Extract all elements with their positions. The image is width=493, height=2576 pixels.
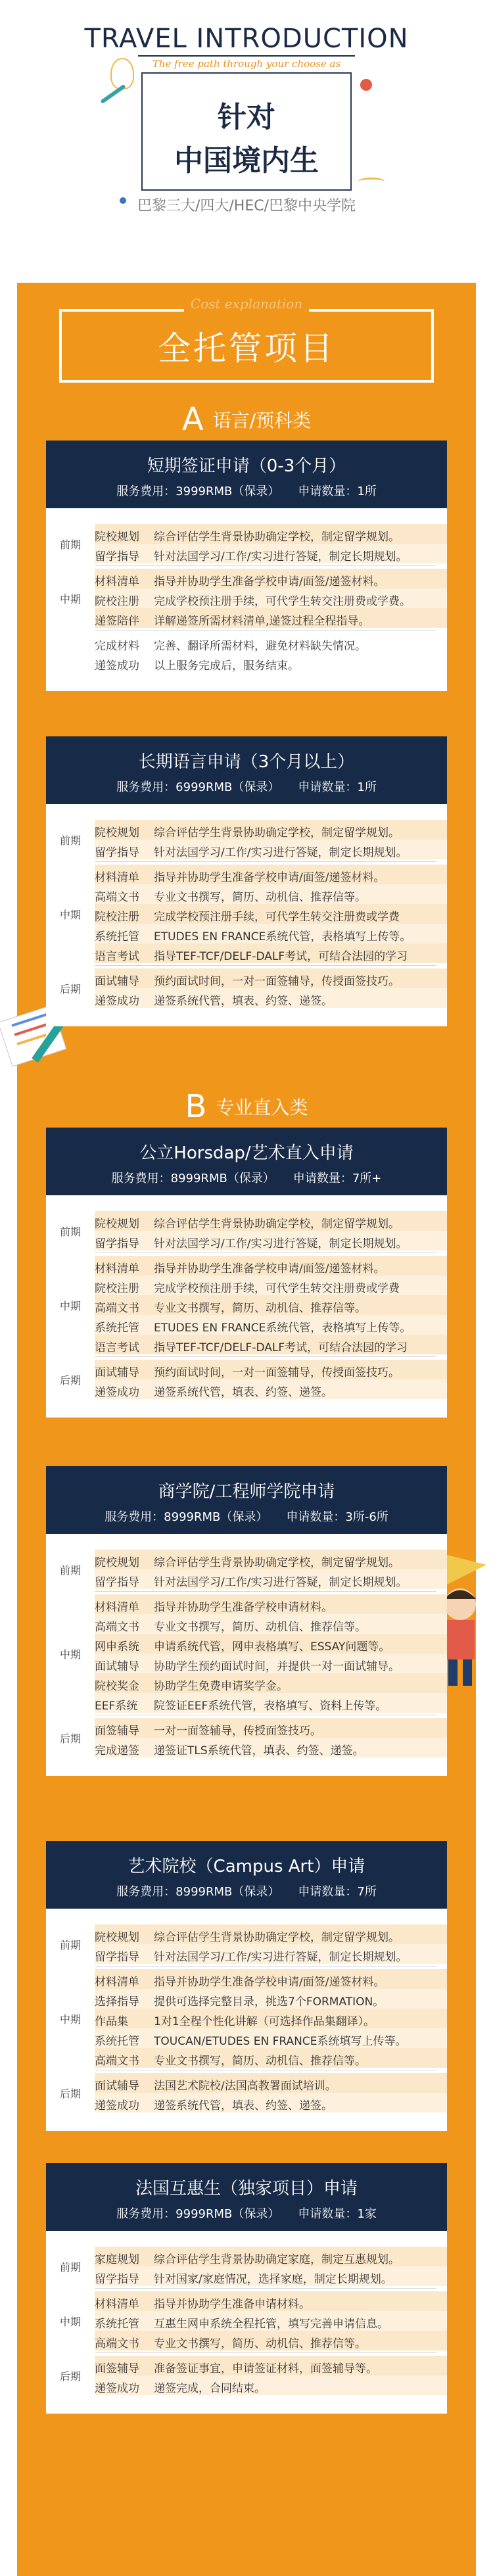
program-card [46, 736, 447, 1026]
stage-label: 后期 [59, 982, 81, 995]
stage-label: 中期 [59, 1299, 81, 1312]
service-row [95, 1654, 447, 1673]
pencil-icon [100, 84, 126, 104]
service-row [95, 569, 447, 588]
service-name: 面试辅导 [95, 2080, 139, 2093]
stage-label: 中期 [59, 1648, 81, 1661]
service-description: 递签完成，合同结束。 [154, 2382, 266, 2395]
service-row [95, 1924, 447, 1944]
service-name: 完成递签 [95, 1744, 139, 1757]
decor-wave-icon [358, 178, 385, 185]
card-title: 商学院/工程师学院申请 [158, 1482, 335, 1502]
service-row [95, 653, 447, 673]
service-name: 院校注册 [95, 595, 139, 608]
service-description: 申请系统代管，网申表格填写、ESSAY问题等。 [154, 1640, 390, 1654]
service-row [95, 943, 447, 963]
service-row [95, 588, 447, 608]
service-description: 法国艺术院校/法国高教署面试培训。 [154, 2080, 337, 2093]
service-description: 指导并协助学生准备学校申请/面签/递签材料。 [154, 1976, 385, 1989]
stage-divider [95, 1252, 436, 1253]
service-description: 专业文书撰写，简历、动机信、推荐信等。 [154, 2055, 366, 2068]
service-description: 综合评估学生背景协助确定学校，制定留学规划。 [154, 826, 400, 840]
service-row [95, 924, 447, 943]
card-meta [46, 773, 447, 804]
service-row [95, 1335, 447, 1354]
service-name: 高端文书 [95, 1621, 139, 1634]
service-fee: 服务费用：8999RMB（保录） [105, 1510, 268, 1524]
service-description: 指导TEF-TCF/DELF-DALF考试，可结合法园的学习 [154, 1341, 408, 1354]
service-name: 材料清单 [95, 1976, 139, 1989]
application-count: 申请数量：1所 [298, 485, 377, 498]
service-name: 递签成功 [95, 2099, 139, 2112]
service-description: 准备签证事宜，申请签证材料，面签辅导等。 [154, 2362, 377, 2375]
service-name: 材料清单 [95, 1262, 139, 1276]
service-description: 指导并协助学生准备学校申请/面签/递签材料。 [154, 575, 385, 588]
service-row [95, 2356, 447, 2375]
program-card [46, 1128, 447, 1418]
service-name: 留学指导 [95, 1951, 139, 1964]
service-description: 互惠生网申系统全程托管，填写完善申请信息。 [154, 2318, 388, 2331]
service-name: 院校规划 [95, 1556, 139, 1569]
service-description: 完善、翻译所需材料，避免材料缺失情况。 [154, 640, 366, 653]
service-row [95, 1614, 447, 1634]
service-row [95, 2266, 447, 2286]
section-title-box [59, 296, 434, 383]
stage-divider [95, 2352, 436, 2353]
service-description: TOUCAN/ETUDES EN FRANCE系统填写上传等。 [154, 2035, 407, 2048]
card-body [46, 508, 447, 691]
stage-label: 后期 [59, 2087, 81, 2100]
service-description: 预约面试时间，一对一面签辅导，传授面签技巧。 [154, 1366, 400, 1379]
category-label: 专业直入类 [216, 1097, 308, 1118]
stage-divider [95, 1591, 436, 1592]
service-row [95, 2311, 447, 2331]
service-row [95, 1634, 447, 1654]
stage-label: 中期 [59, 908, 81, 921]
category-letter: A [181, 401, 204, 438]
service-name: 材料清单 [95, 2298, 139, 2311]
service-name: 面试辅导 [95, 1366, 139, 1379]
service-fee: 服务费用：3999RMB（保录） [116, 485, 280, 498]
service-name: 留学指导 [95, 550, 139, 563]
service-row [95, 1276, 447, 1295]
stage-divider [95, 1356, 436, 1357]
stage-label: 中期 [59, 2315, 81, 2328]
service-name: 院校奖金 [95, 1680, 139, 1693]
page-subtitle: The free path through your choose as [152, 58, 341, 70]
service-name: 材料清单 [95, 871, 139, 884]
page-header [0, 0, 493, 283]
service-name: 系统托管 [95, 2035, 139, 2048]
service-name: 面签辅导 [95, 2362, 139, 2375]
service-description: ETUDES EN FRANCE系统代管，表格填写上传等。 [154, 930, 411, 943]
stage-label: 后期 [59, 1732, 81, 1745]
service-name: 作品集 [95, 2015, 128, 2028]
stage-label: 前期 [59, 1938, 81, 1951]
service-row [95, 904, 447, 924]
service-row [95, 1989, 447, 2009]
service-name: 院校规划 [95, 1931, 139, 1944]
card-title: 短期签证申请（0-3个月） [147, 456, 346, 476]
service-name: 语言考试 [95, 1341, 139, 1354]
service-name: 院校规划 [95, 826, 139, 840]
service-description: 综合评估学生背景协助确定学校，制定留学规划。 [154, 1931, 400, 1944]
stage-label: 前期 [59, 538, 81, 551]
service-description: 综合评估学生背景协助确定家庭，制定互惠规划。 [154, 2253, 400, 2266]
service-name: EEF系统 [95, 1700, 138, 1713]
service-name: 面签辅导 [95, 1725, 139, 1738]
service-description: 指导并协助学生准备学校申请材料。 [154, 1601, 333, 1614]
service-name: 留学指导 [95, 2273, 139, 2286]
decor-dot-icon [360, 79, 372, 91]
card-title: 长期语言申请（3个月以上） [138, 752, 355, 772]
service-name: 递签陪伴 [95, 615, 139, 628]
service-description: 详解递签所需材料清单,递签过程全程指导。 [154, 615, 370, 628]
service-name: 留学指导 [95, 1237, 139, 1251]
program-card [46, 2163, 447, 2414]
service-name: 系统托管 [95, 1322, 139, 1335]
service-description: 完成学校预注册手续，可代学生转交注册费或学费 [154, 1282, 400, 1295]
card-meta [46, 2199, 447, 2231]
service-description: 预约面试时间，一对一面签辅导，传授面签技巧。 [154, 975, 400, 988]
stage-label: 前期 [59, 1563, 81, 1577]
service-name: 高端文书 [95, 891, 139, 904]
stage-divider [95, 630, 436, 631]
service-row [95, 1693, 447, 1713]
service-description: 指导并协助学生准备学校申请/面签/递签材料。 [154, 871, 385, 884]
service-name: 院校注册 [95, 1282, 139, 1295]
service-name: 完成材料 [95, 640, 139, 653]
service-row [95, 608, 447, 628]
stage-divider [95, 2288, 436, 2289]
application-count: 申请数量：3所-6所 [286, 1510, 388, 1524]
stage-label: 后期 [59, 1373, 81, 1387]
service-row [95, 1211, 447, 1231]
card-body [46, 1909, 447, 2131]
service-row [95, 1315, 447, 1335]
program-card [46, 441, 447, 691]
service-description: 针对法国学习/工作/实习进行答疑，制定长期规划。 [154, 846, 408, 859]
service-description: 综合评估学生背景协助确定学校，制定留学规划。 [154, 1218, 400, 1231]
service-row [95, 820, 447, 840]
service-name: 家庭规划 [95, 2253, 139, 2266]
service-description: 协助学生预约面试时间，并提供一对一面试辅导。 [154, 1660, 400, 1673]
service-name: 面试辅导 [95, 975, 139, 988]
service-description: 完成学校预注册手续，可代学生转交注册费或学费 [154, 911, 400, 924]
service-description: 专业文书撰写，简历、动机信、推荐信等。 [154, 2337, 366, 2350]
application-count: 申请数量：7所+ [293, 1172, 382, 1185]
service-row [95, 968, 447, 988]
service-row [95, 1594, 447, 1614]
card-title: 艺术院校（Campus Art）申请 [128, 1857, 365, 1876]
service-description: ETUDES EN FRANCE系统代管，表格填写上传等。 [154, 1322, 411, 1335]
program-card [46, 1841, 447, 2131]
service-description: 提供可选择完整目录，挑选7个FORMATION。 [154, 1995, 385, 2009]
headline-line-2: 中国境内生 [174, 144, 319, 178]
service-description: 一对一面签辅导，传授面签技巧。 [154, 1725, 321, 1738]
service-row [95, 1360, 447, 1379]
application-count: 申请数量：7所 [298, 1885, 377, 1899]
service-description: 院签证EEF系统代管，表格填写、资料上传等。 [154, 1700, 387, 1713]
service-row [95, 2009, 447, 2028]
category-b-heading [0, 1088, 493, 1125]
service-row [95, 2028, 447, 2048]
service-fee: 服务费用：9999RMB（保录） [116, 2207, 280, 2221]
stage-divider [95, 965, 436, 966]
service-row [95, 2048, 447, 2068]
card-header [46, 441, 447, 508]
title-divider [138, 55, 355, 57]
section-cursive: Cost explanation [190, 296, 303, 312]
service-description: 针对法国学习/工作/实习进行答疑，制定长期规划。 [154, 1237, 408, 1251]
service-description: 协助学生免费申请奖学金。 [154, 1680, 288, 1693]
section-title: 全托管项目 [158, 329, 335, 368]
category-letter: B [185, 1088, 207, 1125]
service-row [95, 1944, 447, 1964]
stage-label: 后期 [59, 2370, 81, 2383]
service-row [95, 1295, 447, 1315]
stage-divider [95, 861, 436, 862]
service-name: 材料清单 [95, 575, 139, 588]
application-count: 申请数量：1所 [298, 780, 377, 794]
service-name: 递签成功 [95, 1386, 139, 1399]
stage-label: 前期 [59, 1225, 81, 1238]
service-name: 高端文书 [95, 2337, 139, 2350]
stage-label: 前期 [59, 834, 81, 847]
card-meta [46, 1164, 447, 1195]
service-fee: 服务费用：8999RMB（保录） [116, 1885, 280, 1899]
service-name: 递签成功 [95, 659, 139, 673]
card-header [46, 736, 447, 804]
service-row [95, 988, 447, 1008]
service-row [95, 2375, 447, 2395]
service-fee: 服务费用：6999RMB（保录） [116, 780, 280, 794]
service-name: 系统托管 [95, 930, 139, 943]
service-description: 针对法国学习/工作/实习进行答疑，制定长期规划。 [154, 1951, 408, 1964]
service-name: 选择指导 [95, 1995, 139, 2009]
card-meta [46, 1877, 447, 1909]
service-row [95, 1256, 447, 1276]
service-description: 针对国家/家庭情况，选择家庭，制定长期规划。 [154, 2273, 392, 2286]
service-name: 系统托管 [95, 2318, 139, 2331]
card-meta [46, 477, 447, 508]
page-title: TRAVEL INTRODUCTION [84, 24, 409, 54]
service-description: 综合评估学生背景协助确定学校，制定留学规划。 [154, 1556, 400, 1569]
service-name: 语言考试 [95, 950, 139, 963]
card-meta [46, 1502, 447, 1534]
service-description: 1对1全程个性化讲解（可选择作品集翻译）。 [154, 2015, 375, 2028]
service-name: 递签成功 [95, 995, 139, 1008]
stage-divider [95, 565, 436, 566]
service-name: 高端文书 [95, 1302, 139, 1315]
service-row [95, 1718, 447, 1738]
service-description: 指导并协助学生准备申请材料。 [154, 2298, 310, 2311]
service-description: 专业文书撰写，简历、动机信、推荐信等。 [154, 1302, 366, 1315]
service-row [95, 1673, 447, 1693]
service-row [95, 884, 447, 904]
service-row [95, 1969, 447, 1989]
category-a-heading [0, 401, 493, 438]
program-card [46, 1466, 447, 1776]
card-body [46, 1534, 447, 1776]
card-header [46, 2163, 447, 2231]
category-label: 语言/预科类 [212, 410, 312, 431]
service-row [95, 1738, 447, 1757]
service-row [95, 2247, 447, 2266]
stage-label: 中期 [59, 2013, 81, 2026]
card-body [46, 804, 447, 1026]
service-description: 以上服务完成后，服务结束。 [154, 659, 299, 673]
service-fee: 服务费用：8999RMB（保录） [111, 1172, 275, 1185]
service-row [95, 1379, 447, 1399]
headline-line-1: 针对 [218, 101, 275, 134]
service-description: 指导并协助学生准备学校申请/面签/递签材料。 [154, 1262, 385, 1276]
service-description: 递签系统代管，填表、约签、递签。 [154, 1386, 333, 1399]
stage-divider [95, 1966, 436, 1967]
service-name: 院校注册 [95, 911, 139, 924]
service-row [95, 1569, 447, 1589]
service-row [95, 2291, 447, 2311]
service-name: 面试辅导 [95, 1660, 139, 1673]
application-count: 申请数量：1家 [298, 2207, 377, 2221]
service-row [95, 633, 447, 653]
service-description: 针对法国学习/工作/实习进行答疑，制定长期规划。 [154, 550, 408, 563]
headline-box [141, 72, 352, 191]
card-body [46, 2231, 447, 2414]
service-row [95, 865, 447, 884]
service-name: 材料清单 [95, 1601, 139, 1614]
service-description: 综合评估学生背景协助确定学校，制定留学规划。 [154, 531, 400, 544]
card-header [46, 1466, 447, 1534]
service-row [95, 2073, 447, 2093]
service-row [95, 1550, 447, 1569]
service-row [95, 2093, 447, 2112]
service-name: 院校规划 [95, 1218, 139, 1231]
school-caption: 巴黎三大/四大/HEC/巴黎中央学院 [137, 198, 356, 214]
service-description: 递签证TLS系统代管，填表、约签、递签。 [154, 1744, 364, 1757]
service-name: 留学指导 [95, 1576, 139, 1589]
frame-line [59, 380, 434, 383]
service-row [95, 1231, 447, 1251]
service-name: 高端文书 [95, 2055, 139, 2068]
service-name: 递签成功 [95, 2382, 139, 2395]
service-description: 递签系统代管，填表、约签、递签。 [154, 995, 333, 1008]
service-name: 网申系统 [95, 1640, 139, 1654]
service-description: 专业文书撰写，简历、动机信、推荐信等。 [154, 1621, 366, 1634]
service-name: 院校规划 [95, 531, 139, 544]
service-description: 完成学校预注册手续，可代学生转交注册费或学费。 [154, 595, 411, 608]
stage-label [46, 633, 95, 673]
service-name: 留学指导 [95, 846, 139, 859]
stage-label: 前期 [59, 2260, 81, 2274]
service-description: 指导TEF-TCF/DELF-DALF考试，可结合法园的学习 [154, 950, 408, 963]
service-description: 针对法国学习/工作/实习进行答疑，制定长期规划。 [154, 1576, 408, 1589]
card-title: 法国互惠生（独家项目）申请 [135, 2179, 358, 2199]
service-row [95, 544, 447, 563]
service-row [95, 524, 447, 544]
card-header [46, 1128, 447, 1195]
service-description: 专业文书撰写，简历、动机信、推荐信等。 [154, 891, 366, 904]
service-row [95, 840, 447, 859]
card-body [46, 1195, 447, 1418]
card-title: 公立Horsdap/艺术直入申请 [139, 1143, 354, 1163]
stage-label: 中期 [59, 592, 81, 606]
card-header [46, 1841, 447, 1909]
service-row [95, 2331, 447, 2350]
service-description: 递签系统代管，填表、约签、递签。 [154, 2099, 333, 2112]
